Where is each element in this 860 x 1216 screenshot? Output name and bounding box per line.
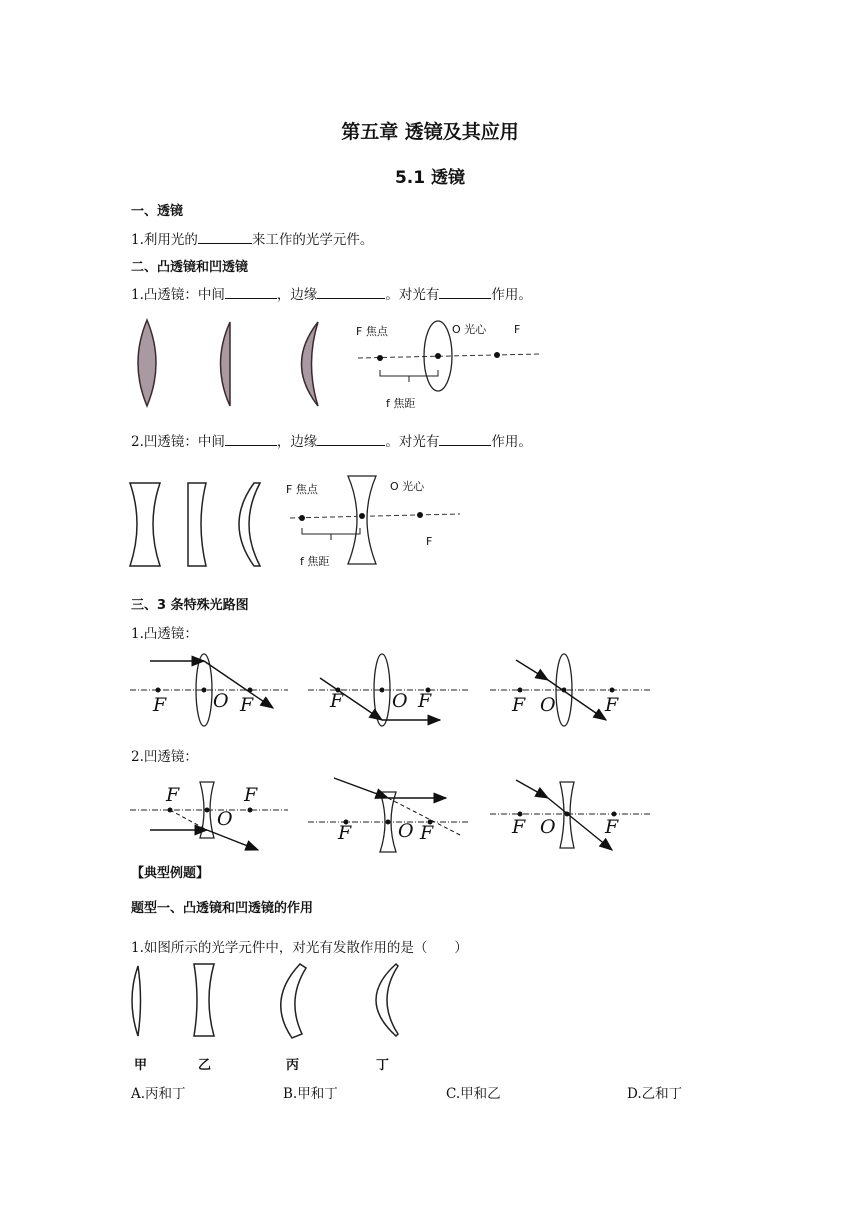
fill-blank[interactable] [225,432,277,446]
text-part: 1.凸透镜：中间 [131,287,225,303]
heading-lens: 一、透镜 [131,204,184,219]
label-focal-length: f 焦距 [300,555,330,568]
label-f: F [153,694,167,716]
option-b[interactable]: B.甲和丁 [283,1086,338,1102]
label-f: F [330,690,344,712]
focus-point-2 [494,352,500,358]
focus-point [377,355,383,361]
label-o: O [540,816,556,838]
option-c[interactable]: C.甲和乙 [446,1086,501,1102]
lens-bing [281,964,306,1038]
caption-jia: 甲 [134,1058,148,1073]
concave-lens [348,476,376,564]
label-f: F [514,323,521,336]
diverged-ray [207,830,258,850]
question-convex [131,283,532,303]
lens-ding [376,964,398,1036]
question-concave [131,430,532,450]
lens-yi [194,964,214,1036]
text-part: ，边缘 [276,434,318,450]
question-lens-def [131,228,373,248]
text-part: 2.凹透镜：中间 [131,434,225,450]
concave-lens-shapes [126,480,276,570]
label-f: F [605,816,619,838]
fill-blank[interactable] [317,285,385,299]
fill-blank[interactable] [198,230,252,244]
caption-ding: 丁 [376,1058,390,1073]
principal-axis [358,354,540,358]
option-a[interactable]: A.丙和丁 [131,1086,186,1102]
label-o: O [213,690,229,712]
text-part: 。对光有 [385,434,440,450]
label-concave-rays: 2.凹透镜： [131,749,198,765]
text-part: 。对光有 [385,287,440,303]
focus-point-2 [417,512,423,518]
fill-blank[interactable] [317,432,385,446]
principal-axis [290,514,460,518]
text-part: 作用。 [491,434,532,450]
biconvex-lens [138,320,156,406]
question-lens-figures [126,962,406,1044]
option-d[interactable]: D.乙和丁 [627,1086,683,1102]
text-part: 1.利用光的 [131,232,198,248]
label-f: F [605,694,619,716]
center-ray [516,660,548,680]
fill-blank[interactable] [439,432,491,446]
focal-length-bracket [380,370,438,376]
label-f: F [338,822,352,844]
label-optical-center: O 光心 [390,480,425,493]
heading-type1: 题型一、凸透镜和凹透镜的作用 [131,901,314,916]
biconcave-lens [130,483,160,566]
label-optical-center: O 光心 [452,323,487,336]
fill-blank[interactable] [439,285,491,299]
optical-center-point [359,513,365,519]
label-o: O [217,808,233,830]
plano-concave-lens [188,483,206,566]
label-focus: F 焦点 [286,483,318,496]
heading-examples: 【典型例题】 [131,866,210,881]
convex-meniscus-lens [302,322,319,406]
label-f: F [240,694,254,716]
optical-center-point [435,353,441,359]
label-f: F [420,822,434,844]
label-o: O [392,690,408,712]
section-title: 5.1 透镜 [394,168,466,188]
text-part: 来工作的光学元件。 [251,232,374,248]
label-convex-rays: 1.凸透镜： [131,626,198,642]
text-part: 作用。 [491,287,532,303]
label-f: F [166,784,180,806]
chapter-title: 第五章 透镜及其应用 [341,121,519,143]
lens-jia [132,966,141,1036]
concave-ray-diagrams [128,774,658,856]
label-o: O [540,694,556,716]
label-focal-length: f 焦距 [386,397,416,410]
heading-special-rays: 三、3 条特殊光路图 [131,598,249,613]
fill-blank[interactable] [225,285,277,299]
to-focus-ray [334,778,388,798]
plano-convex-lens [221,322,231,406]
label-f: F [244,784,258,806]
caption-bing: 丙 [286,1058,300,1073]
focus-point [299,515,305,521]
center-ray [516,780,548,798]
label-focus: F 焦点 [356,325,388,338]
text-part: ，边缘 [276,287,318,303]
focal-length-bracket [302,528,360,534]
center-ray-out [548,798,612,850]
concave-meniscus-lens [239,483,260,566]
question-1: 1.如图所示的光学元件中，对光有发散作用的是（ ） [131,940,468,956]
label-f: F [426,535,433,548]
label-f: F [512,816,526,838]
label-f: F [512,694,526,716]
heading-convex-concave: 二、凸透镜和凹透镜 [131,260,249,275]
convex-lens-shapes [125,318,345,410]
caption-yi: 乙 [198,1058,212,1073]
label-o: O [398,820,414,842]
label-f: F [418,690,432,712]
